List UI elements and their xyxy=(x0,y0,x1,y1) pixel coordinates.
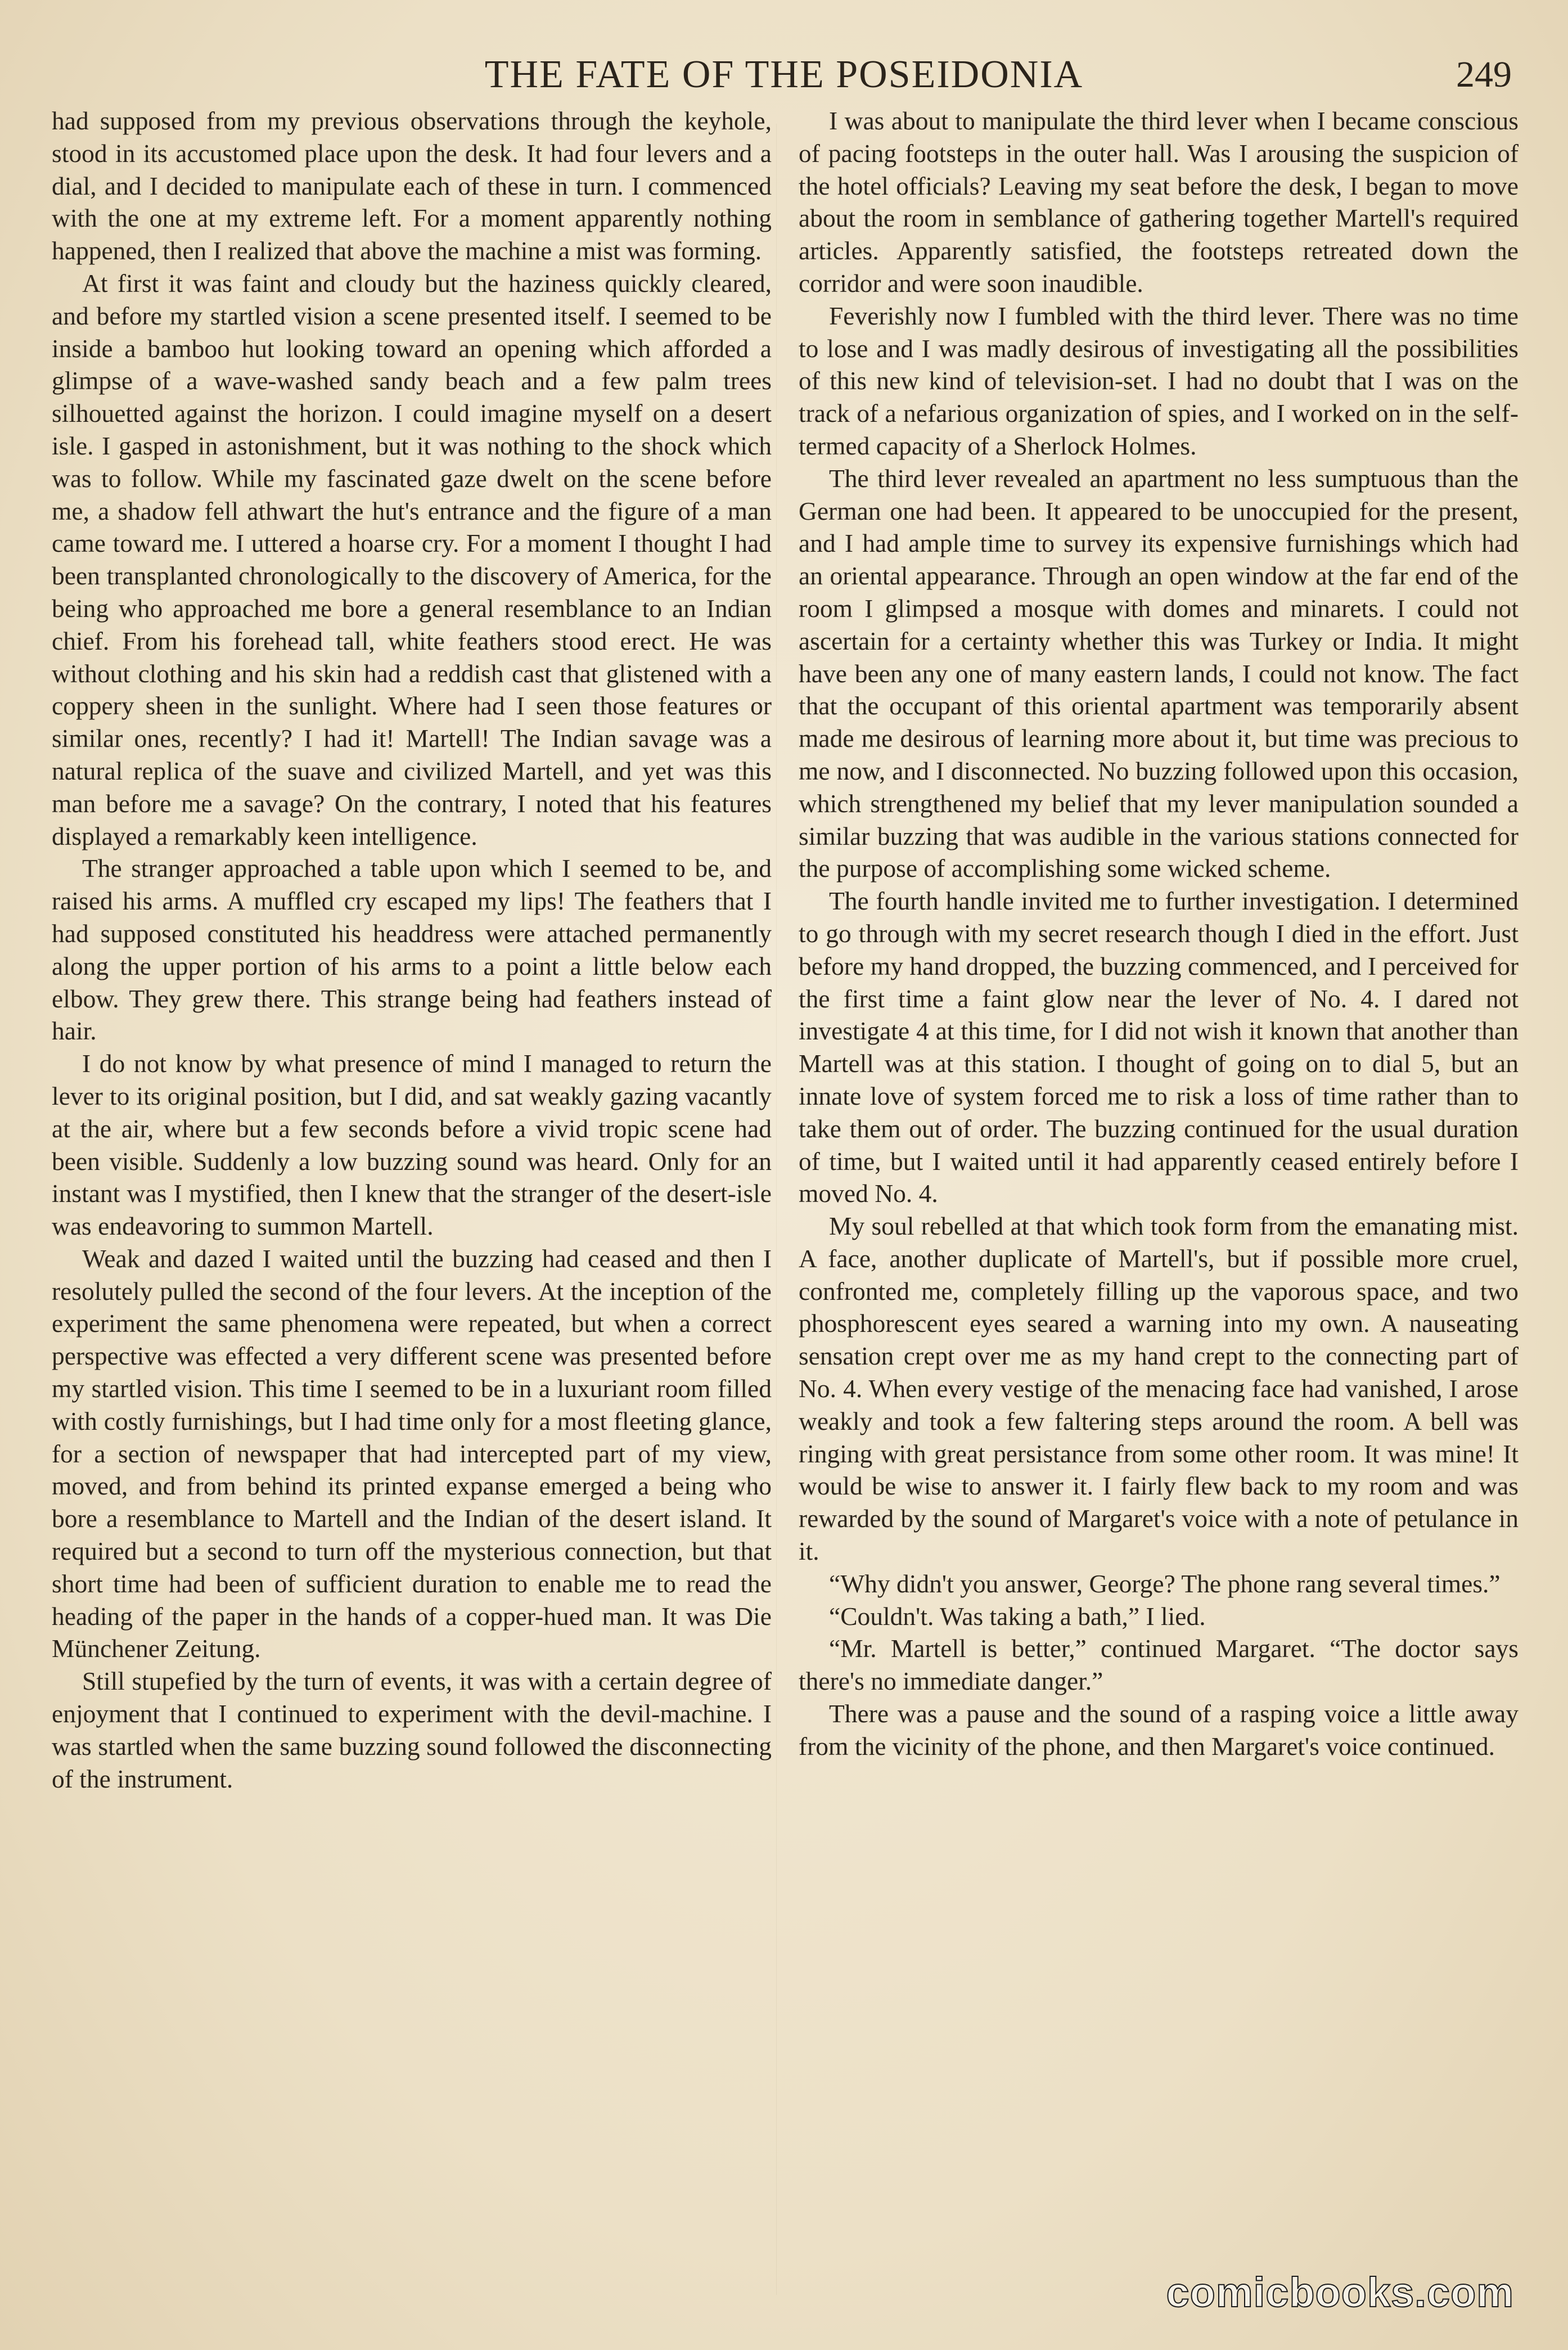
left-column xyxy=(52,105,772,1795)
paragraph: I was about to manipulate the third lever when I became conscious of pacing footsteps in the outer hall. Was I arousing the suspicion of the hotel officials? Leaving my seat before the desk, I began to move about the room in semblance of gathering together Martell's required articles. Apparently satisfied, the footsteps retreated down the corridor and were soon inaudible. xyxy=(799,106,1519,298)
paragraph: Weak and dazed I waited until the buzzing had ceased and then I resolutely pulled the second of the four levers. At the inception of the experiment the same phenomena were repeated, but when a correct perspective was effected a very different scene was presented before my startled vision. This time I seemed to be in a luxuriant room filled with costly furnishings, but I had time only for a most fleeting glance, for a section of newspaper that had intercepted part of my view, moved, and from behind its printed expanse emerged a being who bore a resemblance to Martell and the Indian of the desert island. It required but a second to turn off the mysterious connection, but that short time had been of sufficient duration to enable me to read the heading of the paper in the hands of a copper-hued man. It was Die Münchener Zeitung. xyxy=(52,1244,772,1663)
paragraph: I do not know by what presence of mind I managed to return the lever to its original position, but I did, and sat weakly gazing vacantly at the air, where but a few seconds before a vivid tropic scene had been visible. Suddenly a low buzzing sound was heard. Only for an instant was I mystified, then I knew that the stranger of the desert-isle was endeavoring to summon Martell. xyxy=(52,1049,772,1241)
paragraph: My soul rebelled at that which took form from the emanating mist. A face, another duplicate of Martell's, but if possible more cruel, confronted me, completely filling up the vaporous space, and two phosphorescent eyes seared a warning into my own. A nauseating sensation crept over me as my hand crept to the connecting part of No. 4. When every vestige of the menacing face had vanished, I arose weakly and took a few faltering steps around the room. A bell was ringing with great persistance from some other room. It was mine! It would be wise to answer it. I fairly flew back to my room and was rewarded by the sound of Margaret's voice with a note of petulance in it. xyxy=(799,1212,1519,1566)
paragraph: At first it was faint and cloudy but the haziness quickly cleared, and before my startled vision a scene presented itself. I seemed to be inside a bamboo hut looking toward an opening which afforded a glimpse of a wave-washed sandy beach and a few palm trees silhouetted against the horizon. I could imagine myself on a desert isle. I gasped in astonishment, but it was nothing to the shock which was to follow. While my fascinated gaze dwelt on the scene before me, a shadow fell athwart the hut's entrance and the figure of a man came toward me. I uttered a hoarse cry. For a moment I thought I had been transplanted chronologically to the discovery of America, for the being who approached me bore a general resemblance to an Indian chief. From his forehead tall, white feathers stood erect. He was without clothing and his skin had a reddish cast that glistened with a coppery sheen in the sunlight. Where had I seen those features or similar ones, recently? I had it! Martell! The Indian savage was a natural replica of the suave and civilized Martell, and yet was this man before me a savage? On the contrary, I noted that his features displayed a remarkably keen intelligence. xyxy=(52,268,772,850)
right-column xyxy=(799,105,1519,1763)
paragraph: There was a pause and the sound of a rasping voice a little away from the vicinity of the phone, and then Margaret's voice continued. xyxy=(799,1699,1519,1761)
paragraph: The stranger approached a table upon which I seemed to be, and raised his arms. A muffled cry escaped my lips! The feathers that I had supposed constituted his headdress were attached permanently along the upper portion of his arms to a point a little below each elbow. They grew there. This strange being had feathers instead of hair. xyxy=(52,854,772,1046)
paragraph: Still stupefied by the turn of events, it was with a certain degree of enjoyment that I continued to experiment with the devil-machine. I was startled when the same buzzing sound followed the disconnecting of the instrument. xyxy=(52,1667,772,1793)
site-watermark: comicbooks.com xyxy=(1166,2269,1514,2316)
paragraph: The third lever revealed an apartment no less sumptuous than the German one had been. It appeared to be unoccupied for the present, and I had ample time to survey its expensive furnishings which had an oriental appearance. Through an open window at the far end of the room I glimpsed a mosque with domes and minarets. I could not ascertain for a certainty whether this was Turkey or India. It might have been any one of many eastern lands, I could not know. The fact that the occupant of this oriental apartment was temporarily absent made me desirous of learning more about it, but time was precious to me now, and I disconnected. No buzzing followed upon this occasion, which strengthened my belief that my lever manipulation sounded a similar buzzing that was audible in the various stations connected for the purpose of accomplishing some wicked scheme. xyxy=(799,463,1519,883)
dialogue-line: “Why didn't you answer, George? The phone rang several times.” xyxy=(829,1569,1501,1598)
page-header xyxy=(0,44,1568,106)
column-gutter xyxy=(776,124,777,2295)
paragraph: The fourth handle invited me to further investigation. I determined to go through with my secret research though I died in the effort. Just before my hand dropped, the buzzing commenced, and I perceived for the first time a faint glow near the lever of No. 4. I dared not investigate 4 at this time, for I did not wish it known that another than Martell was at this station. I thought of going on to dial 5, but an innate love of system forced me to risk a loss of time rather than to take them out of order. The buzzing continued for the usual duration of time, but I waited until it had apparently ceased entirely before I moved No. 4. xyxy=(799,886,1519,1208)
paragraph: had supposed from my previous observations through the keyhole, stood in its accustomed place upon the desk. It had four levers and a dial, and I decided to manipulate each of these in turn. I commenced with the one at my extreme left. For a moment apparently nothing happened, then I realized that above the machine a mist was forming. xyxy=(52,106,772,265)
running-title: THE FATE OF THE POSEIDONIA xyxy=(484,53,1084,96)
dialogue-line: “Mr. Martell is better,” continued Margaret. “The doctor says there's no immediate danger.” xyxy=(799,1634,1519,1696)
dialogue-line: “Couldn't. Was taking a bath,” I lied. xyxy=(829,1601,1206,1631)
page-number: 249 xyxy=(1456,54,1512,95)
paragraph: Feverishly now I fumbled with the third lever. There was no time to lose and I was madly desirous of investigating all the possibilities of this new kind of television-set. I had no doubt that I was on the track of a nefarious organization of spies, and I worked on in the self-termed capacity of a Sherlock Holmes. xyxy=(799,301,1519,460)
